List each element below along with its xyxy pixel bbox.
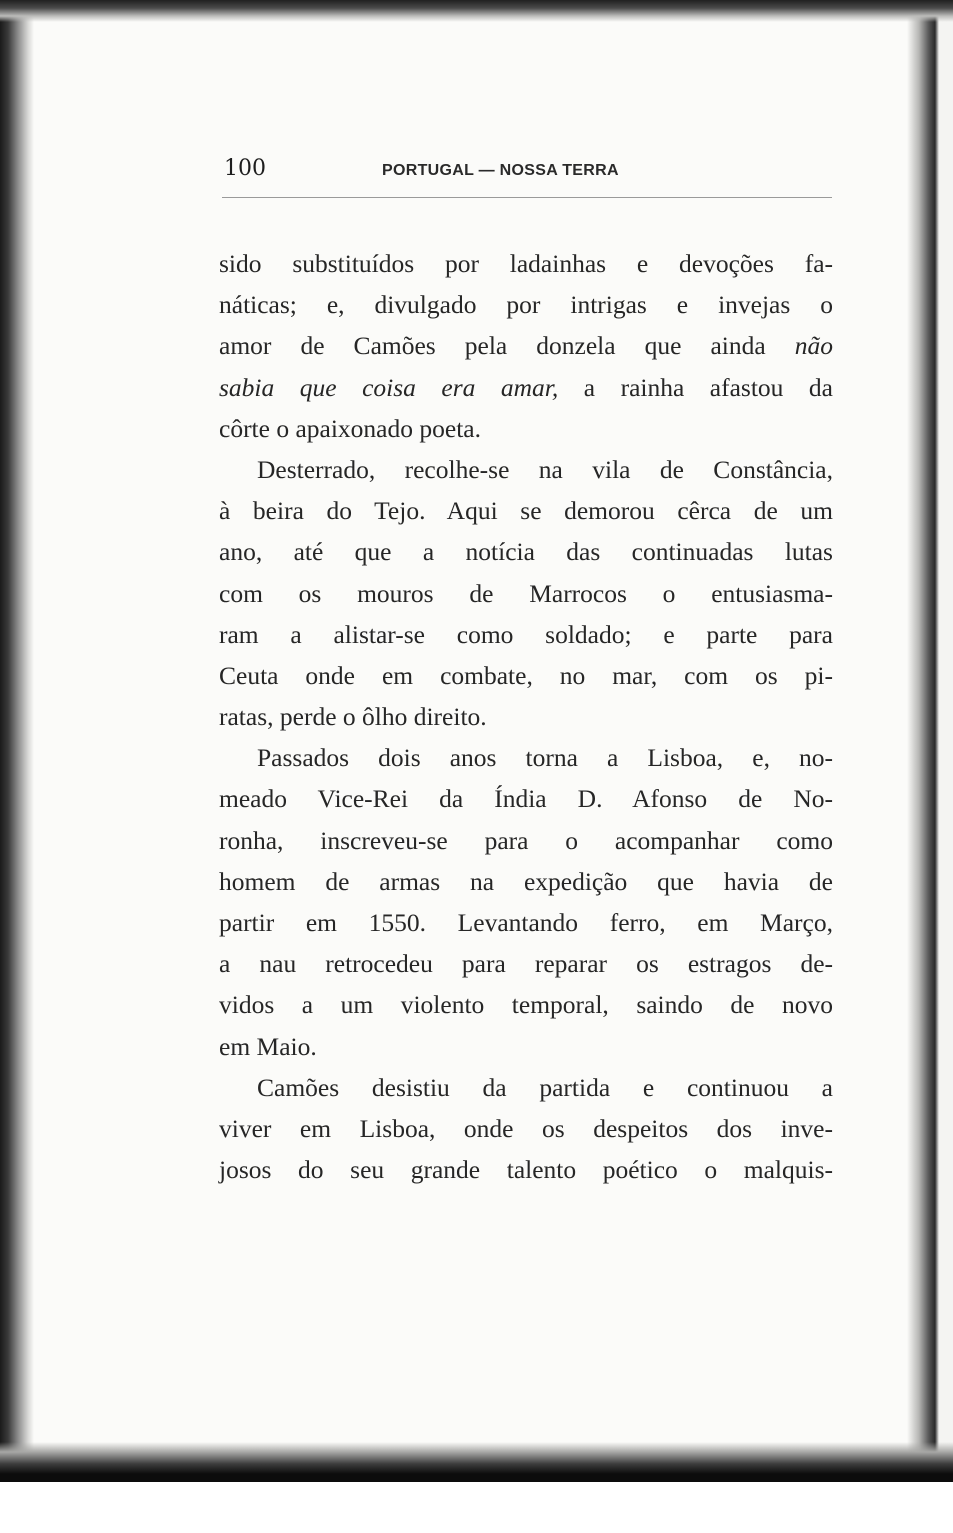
text-segment: meado Vice-Rei da Índia D. Afonso de No- bbox=[219, 784, 833, 814]
text-line bbox=[219, 531, 833, 572]
text-segment: Passados dois anos torna a Lisboa, e, no- bbox=[257, 743, 833, 773]
text-line bbox=[219, 655, 833, 696]
text-line bbox=[219, 861, 833, 902]
page-number: 100 bbox=[224, 156, 266, 181]
text-line bbox=[219, 696, 833, 737]
text-segment: ratas, perde o ôlho direito. bbox=[219, 702, 487, 732]
text-line bbox=[219, 1108, 833, 1149]
text-line bbox=[219, 325, 833, 366]
text-segment: partir em 1550. Levantando ferro, em Março, bbox=[219, 908, 833, 937]
text-segment: vidos a um violento temporal, saindo de novo bbox=[219, 990, 833, 1020]
paragraph bbox=[219, 243, 833, 449]
text-segment: com os mouros de Marrocos o entusiasma- bbox=[219, 578, 833, 608]
text-line bbox=[219, 1149, 833, 1190]
text-segment: josos do seu grande talento poético o malquis- bbox=[219, 1155, 833, 1185]
paragraph bbox=[219, 1067, 833, 1191]
text-line bbox=[219, 614, 833, 655]
text-segment: homem de armas na expedição que havia de bbox=[219, 866, 833, 896]
paragraph bbox=[219, 449, 833, 737]
text-line bbox=[219, 284, 833, 325]
text-segment: a rainha afastou da bbox=[558, 372, 833, 402]
text-segment: Camões desistiu da partida e continuou a bbox=[257, 1072, 833, 1102]
text-segment: amor de Camões pela donzela que ainda bbox=[219, 331, 795, 361]
text-line bbox=[219, 737, 833, 778]
text-segment: em Maio. bbox=[219, 1031, 317, 1061]
italic-segment: sabia que coisa era amar, bbox=[219, 372, 559, 402]
text-segment: ano, até que a notícia das continuadas lutas bbox=[219, 537, 833, 567]
text-segment: à beira do Tejo. Aqui se demorou cêrca de um bbox=[219, 496, 833, 526]
text-line bbox=[219, 902, 833, 943]
text-segment: viver em Lisboa, onde os despeitos dos inve- bbox=[219, 1113, 833, 1143]
text-line bbox=[219, 449, 833, 490]
text-line bbox=[219, 1026, 833, 1067]
text-segment: côrte o apaixonado poeta. bbox=[219, 413, 481, 443]
text-line bbox=[219, 243, 833, 284]
italic-segment: não bbox=[794, 331, 833, 361]
running-head-title: PORTUGAL — NOSSA TERRA bbox=[382, 162, 619, 179]
text-segment: sido substituídos por ladainhas e devoções fa- bbox=[219, 249, 833, 278]
text-line bbox=[219, 1067, 833, 1108]
page-top-edge-shadow bbox=[0, 0, 953, 22]
page-bottom-edge-shadow bbox=[0, 1442, 953, 1482]
text-line bbox=[219, 820, 833, 861]
text-segment: ram a alistar-se como soldado; e parte para bbox=[219, 619, 833, 649]
text-segment: náticas; e, divulgado por intrigas e invejas o bbox=[219, 290, 833, 320]
text-line bbox=[219, 573, 833, 614]
page-left-edge-shadow bbox=[0, 0, 34, 1533]
text-segment: ronha, inscreveu-se para o acompanhar como bbox=[219, 825, 833, 855]
text-line bbox=[219, 778, 833, 819]
page-right-edge-shadow bbox=[907, 0, 953, 1533]
text-line bbox=[219, 984, 833, 1025]
running-header bbox=[222, 150, 832, 190]
text-line bbox=[219, 367, 833, 408]
text-line bbox=[219, 943, 833, 984]
text-segment: Desterrado, recolhe-se na vila de Constância, bbox=[257, 454, 833, 484]
text-line bbox=[219, 408, 833, 449]
text-line bbox=[219, 490, 833, 531]
body-text bbox=[219, 243, 833, 1190]
text-segment: a nau retrocedeu para reparar os estragos de- bbox=[219, 949, 833, 979]
scan-margin bbox=[0, 1482, 953, 1533]
text-segment: Ceuta onde em combate, no mar, com os pi- bbox=[219, 660, 833, 690]
paragraph bbox=[219, 737, 833, 1067]
header-rule bbox=[222, 197, 832, 198]
